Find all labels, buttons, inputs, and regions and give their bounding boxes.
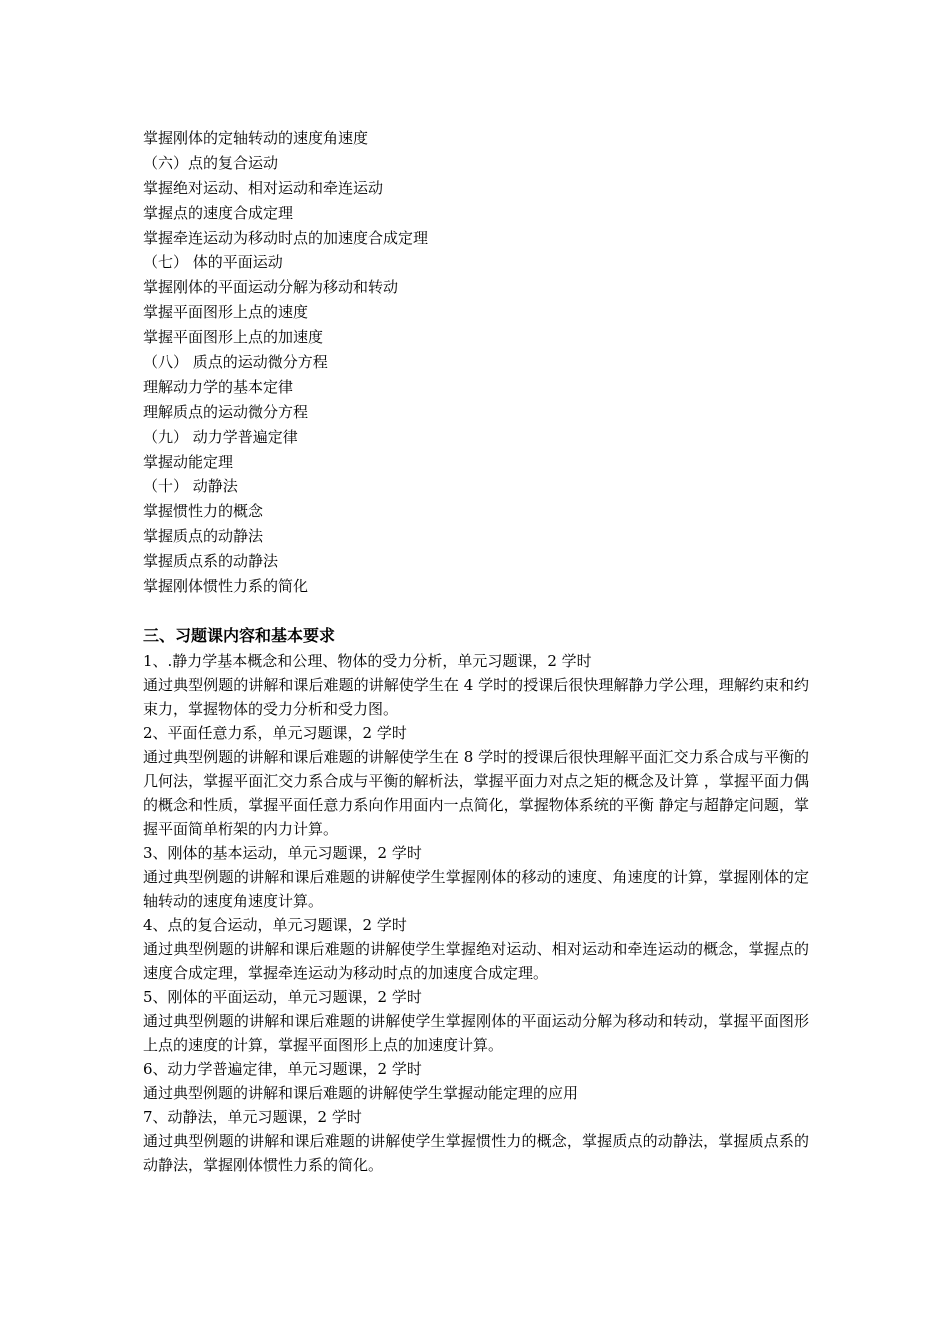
exercise-item-body: 通过典型例题的讲解和课后难题的讲解使学生在 8 学时的授课后很快理解平面汇交力系合成与平衡的几何法，掌握平面汇交力系合成与平衡的解析法，掌握平面力对点之矩的概念及计算 ，掌握平面力偶的概念和性质，掌握平面任意力系向作用面内一点简化，掌握物体系统的平衡 静定与超静定问题，掌握平面简单桁架的内力计算。 — [143, 748, 809, 838]
exercise-item-body: 通过典型例题的讲解和课后难题的讲解使学生掌握绝对运动、相对运动和牵连运动的概念，掌握点的速度合成定理，掌握牵连运动为移动时点的加速度合成定理。 — [143, 940, 809, 982]
objective-line: 理解质点的运动微分方程 — [143, 402, 309, 421]
subsection-title: （六）点的复合运动 — [143, 153, 279, 172]
exercise-section — [143, 623, 809, 1177]
exercise-item-title: 2、平面任意力系，单元习题课，2 学时 — [143, 724, 407, 742]
exercise-item-title: 5、刚体的平面运动，单元习题课，2 学时 — [143, 988, 422, 1006]
exercise-item-body: 通过典型例题的讲解和课后难题的讲解使学生在 4 学时的授课后很快理解静力学公理，理解约束和约束力，掌握物体的受力分析和受力图。 — [143, 676, 809, 718]
objective-line: 掌握惯性力的概念 — [143, 502, 264, 521]
objective-line: 掌握绝对运动、相对运动和牵连运动 — [143, 178, 384, 197]
objective-line: 掌握平面图形上点的速度 — [143, 303, 309, 322]
subsection-title: （七） 体的平面运动 — [143, 253, 283, 272]
exercise-item-body: 通过典型例题的讲解和课后难题的讲解使学生掌握刚体的移动的速度、角速度的计算，掌握刚体的定轴转动的速度角速度计算。 — [143, 868, 809, 910]
subsection-title: （十） 动静法 — [143, 477, 238, 496]
objective-line: 理解动力学的基本定律 — [143, 377, 294, 396]
exercise-item-title: 6、动力学普遍定律，单元习题课，2 学时 — [143, 1060, 422, 1078]
exercise-item-title: 4、点的复合运动，单元习题课，2 学时 — [143, 916, 407, 934]
objective-line: 掌握质点的动静法 — [143, 527, 264, 546]
exercise-item-body: 通过典型例题的讲解和课后难题的讲解使学生掌握惯性力的概念，掌握质点的动静法，掌握质点系的动静法，掌握刚体惯性力系的简化。 — [143, 1132, 809, 1174]
exercise-item-title: 7、动静法，单元习题课，2 学时 — [143, 1108, 362, 1126]
exercise-item-body: 通过典型例题的讲解和课后难题的讲解使学生掌握刚体的平面运动分解为移动和转动，掌握平面图形上点的速度的计算，掌握平面图形上点的加速度计算。 — [143, 1012, 809, 1054]
objective-line: 掌握动能定理 — [143, 452, 234, 471]
exercise-item-title: 1、.静力学基本概念和公理、物体的受力分析，单元习题课，2 学时 — [143, 652, 592, 670]
objective-line: 掌握刚体惯性力系的简化 — [143, 577, 309, 596]
exercise-item-body: 通过典型例题的讲解和课后难题的讲解使学生掌握动能定理的应用 — [143, 1084, 579, 1102]
section-heading: 三、习题课内容和基本要求 — [143, 626, 336, 645]
objective-line: 掌握质点系的动静法 — [143, 552, 279, 571]
objective-line: 掌握刚体的定轴转动的速度角速度 — [143, 129, 369, 147]
objective-line: 掌握平面图形上点的加速度 — [143, 328, 324, 347]
exercise-item-title: 3、刚体的基本运动，单元习题课，2 学时 — [143, 844, 422, 862]
objectives-list — [143, 126, 823, 599]
objective-line: 掌握刚体的平面运动分解为移动和转动 — [143, 278, 399, 297]
objective-line: 掌握牵连运动为移动时点的加速度合成定理 — [143, 228, 429, 247]
objective-line: 掌握点的速度合成定理 — [143, 203, 294, 222]
subsection-title: （九） 动力学普遍定律 — [143, 427, 298, 446]
subsection-title: （八） 质点的运动微分方程 — [143, 353, 328, 372]
